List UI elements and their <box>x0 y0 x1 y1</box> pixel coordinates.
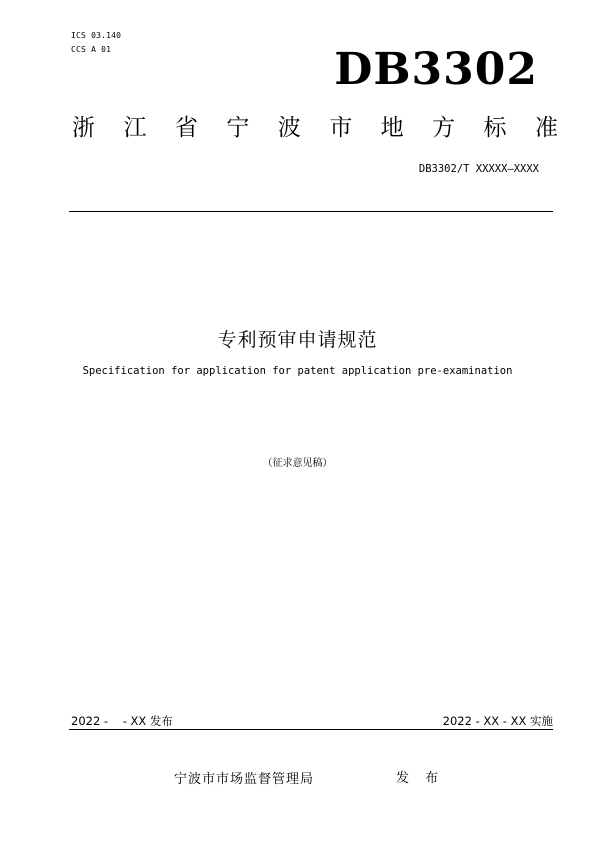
standard-type-char: 市 <box>329 115 353 141</box>
document-title-english: Specification for application for patent application pre-examination <box>82 365 513 377</box>
footer-divider <box>69 729 553 730</box>
standard-type-char: 浙 <box>72 115 95 141</box>
standard-number: DB3302/T XXXXX—XXXX <box>418 163 539 175</box>
issue-label: 发 布 <box>396 771 445 786</box>
standard-type-char: 地 <box>380 115 404 141</box>
standard-type-char: 波 <box>277 115 301 141</box>
implement-date: 2022 - XX - XX 实施 <box>442 714 553 728</box>
standard-type-heading <box>72 115 558 143</box>
standard-type-char: 江 <box>123 115 147 141</box>
document-title-chinese: 专利预审申请规范 <box>217 329 378 351</box>
standard-type-char: 标 <box>483 115 507 141</box>
standard-code: DB3302 <box>334 44 538 95</box>
header-divider <box>69 211 553 212</box>
standard-type-char: 省 <box>174 115 198 141</box>
issuing-authority: 宁波市市场监督管理局 <box>174 772 315 787</box>
standard-type-char: 准 <box>534 115 558 141</box>
standard-type-char: 宁 <box>226 115 250 141</box>
standard-type-char: 方 <box>432 115 456 141</box>
ics-code: ICS 03.140 <box>71 31 122 40</box>
draft-stage-label: （征求意见稿） <box>262 458 333 469</box>
ccs-code: CCS A 01 <box>71 45 112 54</box>
publish-date: 2022 - - XX 发布 <box>71 714 173 728</box>
